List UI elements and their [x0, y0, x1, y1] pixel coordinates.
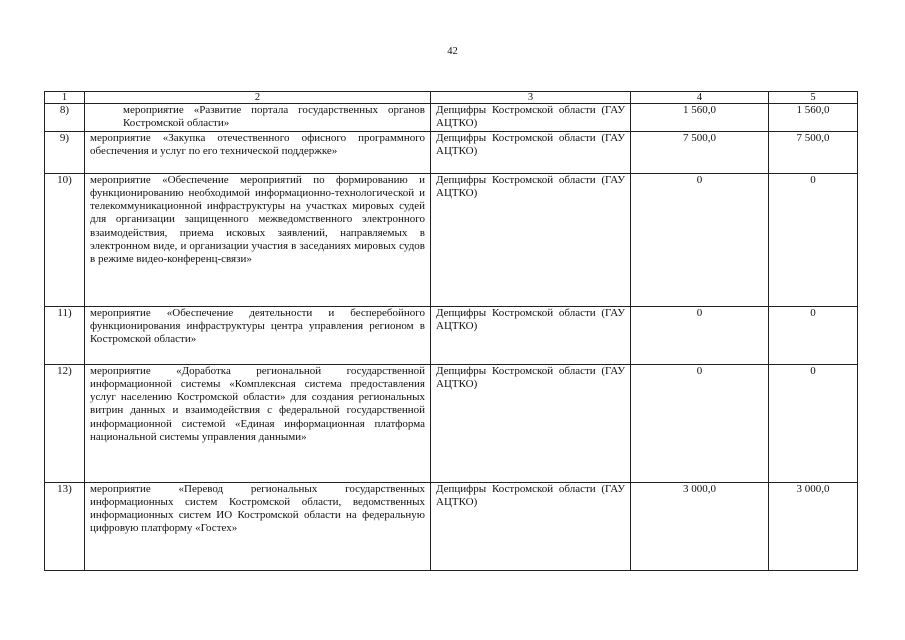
- header-cell-4: 4: [631, 92, 769, 104]
- value-col5: 7 500,0: [769, 131, 858, 173]
- header-cell-2: 2: [85, 92, 431, 104]
- value-col5: 0: [769, 306, 858, 364]
- value-col5: 0: [769, 364, 858, 482]
- header-cell-1: 1: [45, 92, 85, 104]
- row-number: 9): [45, 131, 85, 173]
- value-col5: 0: [769, 173, 858, 306]
- executor-cell: Депцифры Костромской области (ГАУ АЦТКО): [431, 482, 631, 570]
- table-row: [45, 364, 858, 482]
- table-row: [45, 306, 858, 364]
- row-number: 11): [45, 306, 85, 364]
- table-row: [45, 104, 858, 132]
- value-col4: 7 500,0: [631, 131, 769, 173]
- executor-cell: Депцифры Костромской области (ГАУ АЦТКО): [431, 104, 631, 132]
- table-row: [45, 482, 858, 570]
- header-cell-5: 5: [769, 92, 858, 104]
- executor-cell: Депцифры Костромской области (ГАУ АЦТКО): [431, 306, 631, 364]
- program-events-table: [44, 91, 858, 571]
- event-description: мероприятие «Обеспечение деятельности и бесперебойного функционирования инфраструктуры центра управления регионом в Костромской области»: [85, 306, 431, 364]
- row-number: 12): [45, 364, 85, 482]
- table-row: [45, 173, 858, 306]
- value-col4: 1 560,0: [631, 104, 769, 132]
- value-col5: 1 560,0: [769, 104, 858, 132]
- value-col4: 0: [631, 173, 769, 306]
- value-col4: 0: [631, 364, 769, 482]
- table-row: [45, 131, 858, 173]
- value-col4: 0: [631, 306, 769, 364]
- value-col5: 3 000,0: [769, 482, 858, 570]
- row-number: 10): [45, 173, 85, 306]
- executor-cell: Депцифры Костромской области (ГАУ АЦТКО): [431, 173, 631, 306]
- table-header-row: [45, 92, 858, 104]
- event-description: мероприятие «Доработка региональной государственной информационной системы «Комплексная система предоставления услуг населению Костромской области» для создания региональных витрин данных и взаимодействия с федеральной государственной информационной системой «Единая информационная платформа национальной системы управления данными»: [85, 364, 431, 482]
- event-description: мероприятие «Обеспечение мероприятий по формированию и функционированию необходимой информационно-технологической и телекоммуникационной инфраструктуры на участках мировых судей для организации защищенного межведомственного электронного взаимодействия, приема исковых заявлений, направляемых в электронном виде, и организации участия в заседаниях мировых судов в режиме видео-конференц-связи»: [85, 173, 431, 306]
- event-description: мероприятие «Развитие портала государственных органов Костромской области»: [85, 104, 431, 132]
- row-number: 13): [45, 482, 85, 570]
- row-number: 8): [45, 104, 85, 132]
- event-description: мероприятие «Закупка отечественного офисного программного обеспечения и услуг по его технической поддержке»: [85, 131, 431, 173]
- page-number: 42: [447, 46, 458, 57]
- executor-cell: Депцифры Костромской области (ГАУ АЦТКО): [431, 131, 631, 173]
- event-description: мероприятие «Перевод региональных государственных информационных систем Костромской области, ведомственных информационных систем ИО Костромской области на федеральную цифровую платформу «Гостех»: [85, 482, 431, 570]
- header-cell-3: 3: [431, 92, 631, 104]
- value-col4: 3 000,0: [631, 482, 769, 570]
- executor-cell: Депцифры Костромской области (ГАУ АЦТКО): [431, 364, 631, 482]
